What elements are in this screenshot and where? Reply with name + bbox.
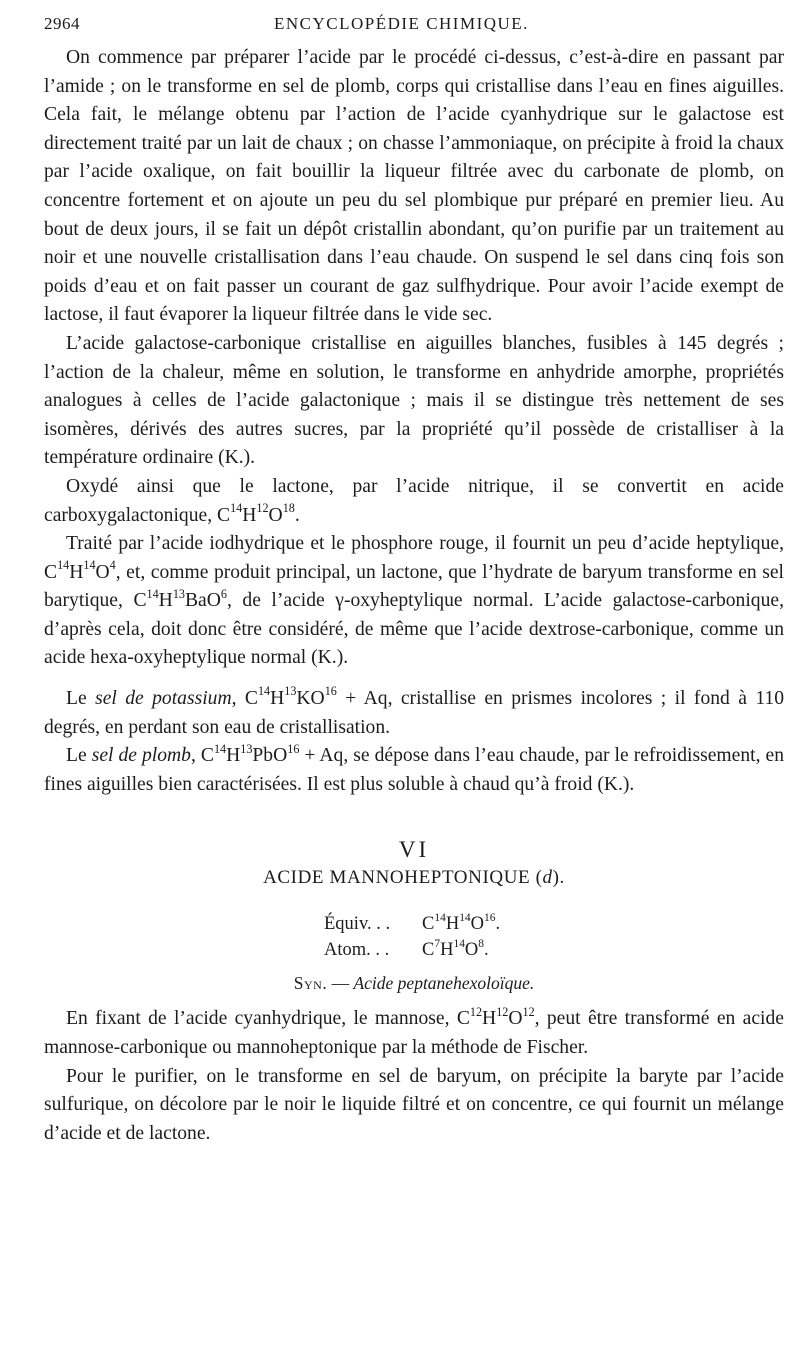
atom-formula-row — [324, 937, 784, 963]
paragraph-2: L’acide galactose-carbonique cristallise en aiguilles blanches, fusibles à 145 degrés ; l’action de la chaleur, même en solution, le transforme en anhydride amorphe, propriétés analogues à celles de l’acide galactonique ; mais il se distingue très nettement de ses isomères, dérivés des autres sucres, par la propriété qu’il possède de cristalliser à la température ordinaire (K.). — [44, 332, 784, 469]
paragraph-5: Le sel de potassium, $C^{14}H^{13}KO^{16} + Aq$, cristallise en prismes incolores ; il fond à 110 degrés, en perdant son eau de cristallisation. — [44, 684, 784, 738]
formula-plomb: $C^{14}H^{13}PbO^{16}$ — [200, 741, 300, 767]
equiv-label: Équiv. . . — [324, 914, 391, 935]
paragraph-3: Oxydé ainsi que le lactone, par l’acide nitrique, il se convertit en acide carboxygalactonique, $C^{14}H^{12}O^{18}$. — [44, 475, 784, 526]
formula-carboxygalactonique: $C^{14}H^{12}O^{18}$ — [217, 500, 295, 526]
spacer — [44, 799, 784, 837]
paragraph-4: Traité par l’acide iodhydrique et le phosphore rouge, il fournit un peu d’acide heptylique, $C^{14}H^{14}O^4$, et, comme produit principal, un lactone, que l’hydrate de baryum transforme en sel barytique, $C^{14}H^{13}BaO^6$, de l’acide γ-oxyheptylique normal. L’acide galactose-carbonique, d’après cela, doit donc être considéré, de même que l’acide dextrose-carbonique, comme un acide hexa-oxyheptylique normal (K.). — [44, 533, 784, 669]
formula-heptylique: $C^{14}H^{14}O^4$ — [44, 557, 116, 583]
formula-block — [324, 911, 784, 963]
equiv-formula: $C^{14}H^{14}O^{16}$. — [422, 912, 501, 935]
equiv-formula-row — [324, 911, 784, 937]
page-number: 2964 — [44, 14, 80, 33]
paragraph-1: On commence par préparer l’acide par le procédé ci-dessus, c’est-à-dire en passant par l’amide ; on le transforme en sel de plomb, corps qui cristallise dans l’eau en fines aiguilles. Cela fait, le mélange obtenu par l’action de l’acide cyanhydrique sur le galactose est directement traité par un lait de chaux ; on chasse l’ammoniaque, on précipite à froid la chaux par l’acide oxalique, on fait bouillir la liqueur filtrée avec du carbonate de plomb, on concentre fortement et on ajoute un peu du sel plombique pur préparé en premier lieu. Au bout de deux jours, il se fait un dépôt cristallin abondant, qu’on purifie par un traitement au noir et une nouvelle cristallisation dans l’eau chaude. On suspend le sel dans cinq fois son poids d’eau et on fait passer un courant de gaz sulfhydrique. Pour avoir l’acide exempt de lactose, il faut évaporer la liqueur filtrée dans le vide sec. — [44, 47, 784, 326]
term-sel-de-plomb: sel de plomb — [91, 745, 191, 767]
formula-potassium: $C^{14}H^{13}KO^{16}$ — [244, 684, 337, 710]
section-number: VI — [398, 837, 430, 863]
paragraph-7: En fixant de l’acide cyanhydrique, le mannose, $C^{12}H^{12}O^{12}$, peut être transformé en acide mannose-carbonique ou mannoheptonique par la méthode de Fischer. — [44, 1004, 784, 1059]
atom-formula: $C^7H^{14}O^8$. — [422, 938, 489, 961]
section-title: ACIDE MANNOHEPTONIQUE (d). — [263, 867, 565, 889]
spacer — [44, 673, 784, 685]
running-head — [44, 14, 784, 44]
formula-barytique: $C^{14}H^{13}BaO^6$ — [133, 586, 227, 612]
running-title: ENCYCLOPÉDIE CHIMIQUE. — [274, 14, 529, 33]
paragraph-6: Le sel de plomb, $C^{14}H^{13}PbO^{16} + Aq$, se dépose dans l’eau chaude, par le refroidissement, en fines aiguilles bien caractérisées. Il est plus soluble à chaud qu’à froid (K.). — [44, 741, 784, 795]
atom-label: Atom. . . — [324, 940, 390, 961]
formula-mannose: $C^{12}H^{12}O^{12}$ — [456, 1004, 535, 1030]
term-sel-de-potassium: sel de potassium — [95, 688, 232, 710]
paragraph-8: Pour le purifier, on le transforme en sel de baryum, on précipite la baryte par l’acide sulfurique, on décolore par le noir le liquide filtré et on concentre, ce qui fournit un mélange d’acide et de lactone. — [44, 1065, 784, 1144]
synonym-line: Syn. — Acide peptanehexoloïque. — [293, 973, 535, 994]
